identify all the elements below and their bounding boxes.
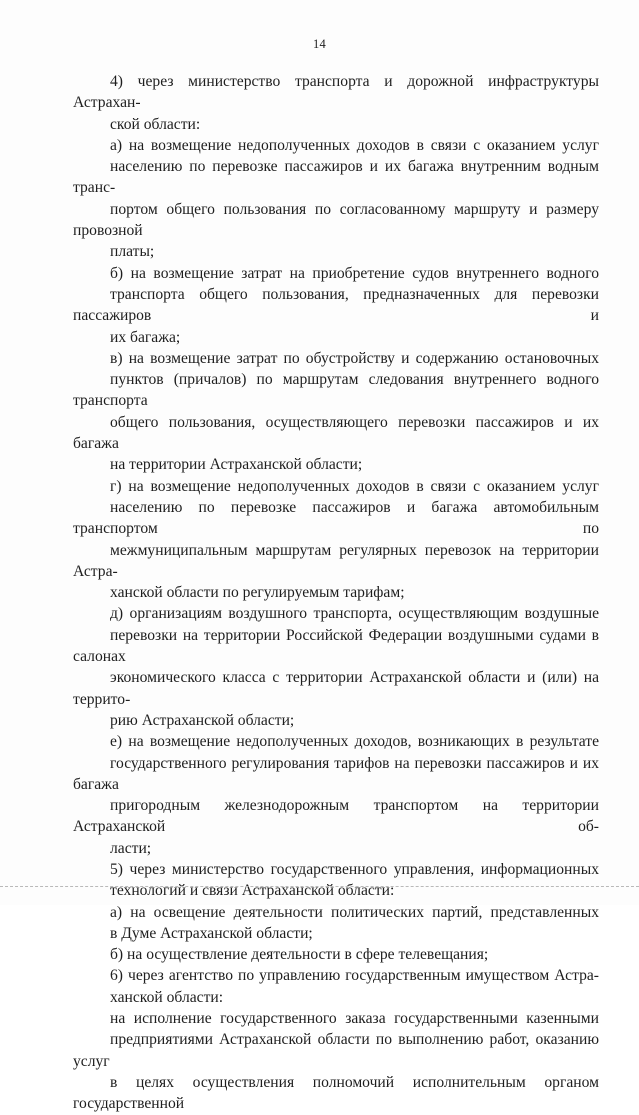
text-line: платы; [110, 243, 155, 261]
text-line: технологий и связи Астраханской области: [110, 882, 395, 900]
text-line: на исполнение государственного заказа государственными казенными [110, 1010, 599, 1028]
page-number: 14 [312, 37, 327, 51]
text-line: населению по перевозке пассажиров и их багажа внутренним водным транс- [73, 158, 599, 197]
text-line: а) на возмещение недополученных доходов в связи с оказанием услуг [110, 136, 599, 154]
text-line: перевозки на территории Российской Федерации воздушными судами в салонах [73, 626, 599, 666]
text-line: в Думе Астраханской области; [110, 924, 313, 942]
text-line: населению по перевозке пассажиров и багажа автомобильным транспортом по [73, 498, 599, 538]
paragraph [73, 944, 599, 965]
text-line: ской области: [110, 115, 201, 133]
text-line: б) на осуществление деятельности в сфере телевещания; [110, 946, 489, 964]
text-line: 4) через министерство транспорта и дорожной инфраструктуры Астрахан- [73, 73, 599, 112]
text-line: пунктов (причалов) по маршрутам следования внутреннего водного транспорта [73, 371, 599, 410]
paragraph [73, 603, 599, 731]
paragraph [73, 476, 599, 604]
paragraph [73, 859, 599, 902]
paragraph [73, 731, 599, 859]
text-line: предприятиями Астраханской области по выполнению работ, оказанию услуг [73, 1031, 599, 1070]
text-line: в целях осуществления полномочий исполнительным органом государственной [73, 1073, 599, 1113]
text-line: их багажа; [110, 328, 181, 346]
paragraph [73, 1008, 599, 1114]
text-line: пригородным железнодорожным транспортом на территории Астраханской об- [73, 797, 599, 836]
text-line: е) на возмещение недополученных доходов, возникающих в результате [110, 733, 599, 751]
text-line: межмуниципальным маршрутам регулярных перевозок на территории Астра- [73, 541, 599, 580]
paragraph [73, 135, 599, 263]
document-body [73, 71, 599, 1115]
paragraph [73, 71, 599, 135]
text-line: общего пользования, осуществляющего перевозки пассажиров и их багажа [73, 413, 599, 453]
text-line: экономического класса с территории Астраханской области и (или) на террито- [73, 669, 599, 708]
text-line: транспорта общего пользования, предназначенных для перевозки пассажиров и [73, 285, 599, 325]
text-line: д) организациям воздушного транспорта, осуществляющим воздушные [110, 605, 599, 623]
paragraph [73, 263, 599, 348]
page-bottom-edge [0, 886, 639, 887]
text-line: а) на освещение деятельности политических партий, представленных [110, 903, 599, 921]
paragraph [73, 348, 599, 476]
text-line: б) на возмещение затрат на приобретение судов внутреннего водного [110, 264, 599, 282]
text-line: в) на возмещение затрат по обустройству и содержанию остановочных [110, 349, 599, 367]
paragraph [73, 965, 599, 1008]
paragraph [73, 902, 599, 945]
text-line: 6) через агентство по управлению государственным имуществом Астра- [110, 967, 599, 985]
text-line: 5) через министерство государственного управления, информационных [110, 860, 599, 878]
text-line: государственного регулирования тарифов на перевозки пассажиров и их багажа [73, 754, 599, 793]
text-line: портом общего пользования по согласованному маршруту и размеру провозной [73, 200, 599, 240]
text-line: на территории Астраханской области; [110, 456, 363, 474]
text-line: рию Астраханской области; [110, 711, 295, 729]
text-line: ханской области: [110, 988, 224, 1006]
text-line: г) на возмещение недополученных доходов в связи с оказанием услуг [110, 477, 599, 495]
text-line: ханской области по регулируемым тарифам; [110, 584, 405, 602]
text-line: ласти; [110, 839, 152, 857]
